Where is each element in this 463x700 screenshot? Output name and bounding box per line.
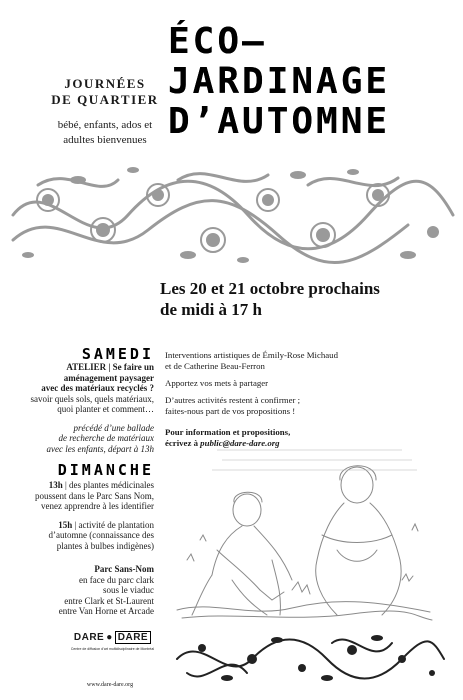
dimanche-item-1 bbox=[2, 480, 154, 491]
interventions-text bbox=[165, 350, 445, 372]
atelier-line-2: aménagement paysager bbox=[63, 372, 154, 383]
audience-line-2: adultes bienvenues bbox=[63, 134, 147, 146]
location-name: Parc Sans-Nom bbox=[94, 564, 154, 574]
dimanche-item-2 bbox=[2, 520, 154, 531]
item1-time: 13h bbox=[48, 480, 63, 490]
samedi-heading: SAMEDI bbox=[81, 345, 154, 363]
dare-dare-logo bbox=[66, 631, 159, 671]
gardeners-sketch-illustration bbox=[172, 440, 434, 622]
logo-wordmark bbox=[66, 631, 159, 644]
logo-right-word: DARE bbox=[115, 631, 151, 644]
location-line-1: en face du parc clark bbox=[79, 574, 154, 585]
event-series-title bbox=[40, 76, 170, 108]
logo-dot-icon: ● bbox=[106, 632, 113, 643]
logo-left-word: DARE bbox=[73, 632, 105, 643]
main-title bbox=[168, 22, 458, 142]
samedi-note-line-2: de recherche de matériaux bbox=[58, 433, 154, 443]
atelier-line-3: avec des matériaux recyclés ? bbox=[41, 383, 154, 393]
bottom-floral-ornament bbox=[172, 628, 447, 690]
website-link[interactable]: www.dare-dare.org bbox=[86, 682, 134, 688]
location-line-3: entre Clark et St-Laurent bbox=[64, 595, 154, 606]
logo-tagline: Centre de diffusion d’art multidisciplinaire de Montréal bbox=[70, 647, 155, 651]
location-block bbox=[2, 564, 154, 617]
dimanche-details bbox=[2, 480, 154, 551]
interventions-line-2: et de Catherine Beau-Ferron bbox=[165, 361, 265, 371]
atelier-line-1: ATELIER | Se faire un bbox=[66, 362, 154, 372]
floral-ornament-band bbox=[8, 160, 455, 270]
item2-time: 15h bbox=[58, 519, 73, 530]
samedi-note-line-3: avec les enfants, départ à 13h bbox=[46, 443, 154, 454]
series-line-2: DE QUARTIER bbox=[51, 92, 159, 107]
audience-line-1: bébé, enfants, ados et bbox=[57, 119, 153, 131]
item2-line-3: plantes à bulbes indigènes) bbox=[56, 540, 154, 551]
samedi-desc-line-2: quoi planter et comment… bbox=[57, 404, 154, 414]
samedi-details bbox=[2, 362, 154, 454]
location-line-2: sous le viaduc bbox=[103, 585, 154, 595]
dimanche-heading: DIMANCHE bbox=[57, 461, 154, 479]
samedi-note-line-1: précédé d’une ballade bbox=[73, 422, 154, 433]
samedi-desc-line-1: savoir quels sols, quels matériaux, bbox=[30, 393, 154, 404]
item1-line-2: poussent dans le Parc Sans Nom, bbox=[35, 490, 154, 501]
contact-email-link[interactable]: public@dare-dare.org bbox=[200, 438, 280, 448]
autres-line-1: D’autres activités restent à confirmer ; bbox=[165, 395, 301, 405]
autres-line-2: faites-nous part de vos propositions ! bbox=[165, 406, 296, 416]
title-line-1: ÉCO– bbox=[168, 21, 267, 62]
title-line-2: JARDINAGE bbox=[168, 61, 391, 102]
event-dates bbox=[160, 278, 460, 320]
location-line-4: entre Van Horne et Arcade bbox=[58, 606, 154, 616]
contact-prefix: écrivez à bbox=[165, 438, 198, 448]
series-line-1: JOURNÉES bbox=[64, 76, 146, 91]
audience-text bbox=[30, 118, 180, 148]
item1-line-3: venez apprendre à les identifier bbox=[41, 501, 154, 511]
dates-line-1: Les 20 et 21 octobre prochains bbox=[160, 279, 380, 298]
interventions-line-1: Interventions artistiques de Émily-Rose Michaud bbox=[165, 350, 338, 360]
item2-line-2: d’automne (connaissance des bbox=[48, 530, 154, 540]
item2-line-1: | activité de plantation bbox=[74, 519, 154, 530]
autres-text bbox=[165, 395, 445, 417]
dates-line-2: de midi à 17 h bbox=[160, 300, 263, 319]
contact-line-1: Pour information et propositions, bbox=[165, 427, 291, 437]
title-line-3: D’AUTOMNE bbox=[168, 101, 391, 142]
apportez-text: Apportez vos mets à partager bbox=[165, 378, 269, 388]
item1-line-1: | des plantes médicinales bbox=[64, 480, 154, 490]
